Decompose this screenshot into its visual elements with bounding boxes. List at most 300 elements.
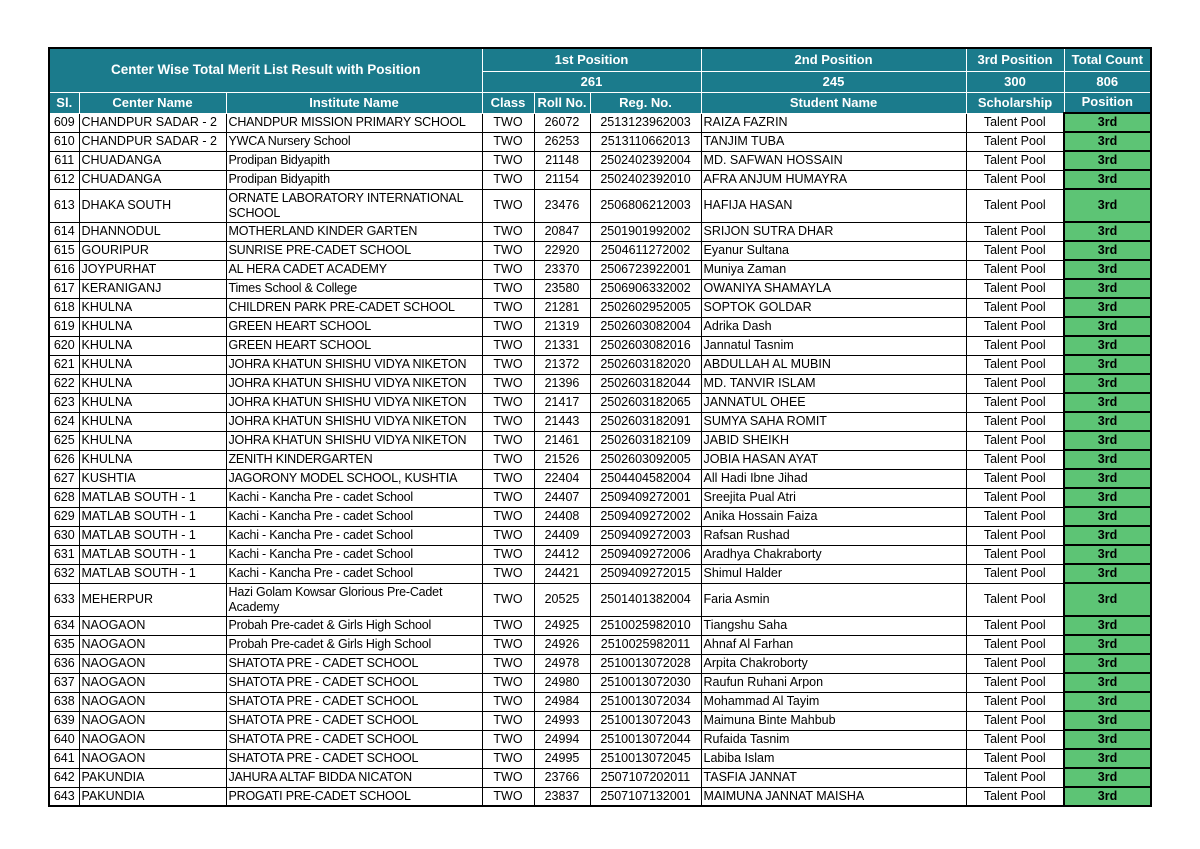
reg-no-cell: 2513110662013 [590,132,701,151]
sl-cell: 635 [49,635,79,654]
class-cell: TWO [482,241,534,260]
reg-no-cell: 2506806212003 [590,189,701,222]
position-cell: 3rd [1064,564,1151,583]
institute-name-cell: JOHRA KHATUN SHISHU VIDYA NIKETON [226,412,482,431]
center-name-cell: KHULNA [79,336,226,355]
reg-no-cell: 2509409272015 [590,564,701,583]
roll-no-cell: 23580 [534,279,590,298]
reg-no-cell: 2502603082004 [590,317,701,336]
table-row [49,317,1151,336]
sl-cell: 641 [49,749,79,768]
center-name-cell: CHUADANGA [79,151,226,170]
roll-no-cell: 21154 [534,170,590,189]
class-cell: TWO [482,583,534,616]
institute-name-cell: SUNRISE PRE-CADET SCHOOL [226,241,482,260]
table-row [49,673,1151,692]
student-name-cell: MD. SAFWAN HOSSAIN [701,151,966,170]
class-cell: TWO [482,189,534,222]
student-name-cell: Anika Hossain Faiza [701,507,966,526]
table-row [49,730,1151,749]
sl-cell: 636 [49,654,79,673]
sl-cell: 628 [49,488,79,507]
position-cell: 3rd [1064,507,1151,526]
scholarship-cell: Talent Pool [966,151,1064,170]
class-cell: TWO [482,654,534,673]
reg-no-cell: 2502402392004 [590,151,701,170]
class-cell: TWO [482,507,534,526]
position-cell: 3rd [1064,768,1151,787]
student-name-cell: MAIMUNA JANNAT MAISHA [701,787,966,806]
table-row [49,692,1151,711]
sl-cell: 629 [49,507,79,526]
student-name-cell: TASFIA JANNAT [701,768,966,787]
reg-no-cell: 2510025982011 [590,635,701,654]
sl-cell: 630 [49,526,79,545]
third-position-header: 3rd Position [966,48,1064,72]
student-name-cell: Muniya Zaman [701,260,966,279]
reg-no-cell: 2510025982010 [590,616,701,635]
sl-cell: 632 [49,564,79,583]
reg-no-cell: 2510013072045 [590,749,701,768]
student-name-cell: OWANIYA SHAMAYLA [701,279,966,298]
table-row [49,507,1151,526]
reg-no-cell: 2502402392010 [590,170,701,189]
institute-name-cell: Kachi - Kancha Pre - cadet School [226,507,482,526]
position-cell: 3rd [1064,317,1151,336]
scholarship-cell: Talent Pool [966,450,1064,469]
table-header [49,48,1151,113]
position-cell: 3rd [1064,654,1151,673]
student-name-cell: Raufun Ruhani Arpon [701,673,966,692]
class-cell: TWO [482,787,534,806]
roll-no-cell: 24925 [534,616,590,635]
student-name-cell: Jannatul Tasnim [701,336,966,355]
institute-name-cell: Kachi - Kancha Pre - cadet School [226,564,482,583]
student-name-cell: Mohammad Al Tayim [701,692,966,711]
roll-no-cell: 24993 [534,711,590,730]
center-name-cell: NAOGAON [79,711,226,730]
reg-no-cell: 2502603182020 [590,355,701,374]
class-cell: TWO [482,545,534,564]
student-name-cell: SUMYA SAHA ROMIT [701,412,966,431]
position-cell: 3rd [1064,616,1151,635]
col-header-sl: Sl. [49,93,79,114]
position-cell: 3rd [1064,450,1151,469]
institute-name-cell: Kachi - Kancha Pre - cadet School [226,526,482,545]
center-name-cell: MATLAB SOUTH - 1 [79,507,226,526]
center-name-cell: MATLAB SOUTH - 1 [79,564,226,583]
page-title: Center Wise Total Merit List Result with Position [49,48,482,93]
merit-table-body [49,113,1151,806]
reg-no-cell: 2506723922001 [590,260,701,279]
roll-no-cell: 21396 [534,374,590,393]
roll-no-cell: 24407 [534,488,590,507]
roll-no-cell: 24421 [534,564,590,583]
center-name-cell: KHULNA [79,412,226,431]
institute-name-cell: ORNATE LABORATORY INTERNATIONAL SCHOOL [226,189,482,222]
roll-no-cell: 21417 [534,393,590,412]
total-count-value: 806 [1064,72,1151,93]
student-name-cell: MD. TANVIR ISLAM [701,374,966,393]
reg-no-cell: 2502603082016 [590,336,701,355]
sl-cell: 633 [49,583,79,616]
student-name-cell: SOPTOK GOLDAR [701,298,966,317]
reg-no-cell: 2513123962003 [590,113,701,132]
sl-cell: 610 [49,132,79,151]
table-row [49,787,1151,806]
student-name-cell: JABID SHEIKH [701,431,966,450]
position-cell: 3rd [1064,545,1151,564]
student-name-cell: Rafsan Rushad [701,526,966,545]
class-cell: TWO [482,692,534,711]
institute-name-cell: PROGATI PRE-CADET SCHOOL [226,787,482,806]
reg-no-cell: 2502603182044 [590,374,701,393]
class-cell: TWO [482,132,534,151]
scholarship-cell: Talent Pool [966,488,1064,507]
sl-cell: 612 [49,170,79,189]
position-cell: 3rd [1064,692,1151,711]
class-cell: TWO [482,393,534,412]
center-name-cell: KHULNA [79,431,226,450]
class-cell: TWO [482,260,534,279]
institute-name-cell: SHATOTA PRE - CADET SCHOOL [226,692,482,711]
student-name-cell: Arpita Chakroborty [701,654,966,673]
scholarship-cell: Talent Pool [966,692,1064,711]
institute-name-cell: ZENITH KINDERGARTEN [226,450,482,469]
institute-name-cell: GREEN HEART SCHOOL [226,336,482,355]
position-cell: 3rd [1064,355,1151,374]
class-cell: TWO [482,336,534,355]
student-name-cell: HAFIJA HASAN [701,189,966,222]
class-cell: TWO [482,151,534,170]
scholarship-cell: Talent Pool [966,673,1064,692]
class-cell: TWO [482,711,534,730]
col-header-class: Class [482,93,534,114]
table-row [49,374,1151,393]
sl-cell: 625 [49,431,79,450]
col-header-position: Position [1064,93,1151,114]
reg-no-cell: 2507107202011 [590,768,701,787]
institute-name-cell: JOHRA KHATUN SHISHU VIDYA NIKETON [226,431,482,450]
scholarship-cell: Talent Pool [966,711,1064,730]
reg-no-cell: 2506906332002 [590,279,701,298]
scholarship-cell: Talent Pool [966,507,1064,526]
center-name-cell: NAOGAON [79,692,226,711]
institute-name-cell: GREEN HEART SCHOOL [226,317,482,336]
institute-name-cell: Kachi - Kancha Pre - cadet School [226,488,482,507]
scholarship-cell: Talent Pool [966,170,1064,189]
sl-cell: 611 [49,151,79,170]
roll-no-cell: 23476 [534,189,590,222]
reg-no-cell: 2509409272006 [590,545,701,564]
center-name-cell: NAOGAON [79,730,226,749]
position-cell: 3rd [1064,711,1151,730]
table-row [49,526,1151,545]
scholarship-cell: Talent Pool [966,393,1064,412]
reg-no-cell: 2504404582004 [590,469,701,488]
reg-no-cell: 2501401382004 [590,583,701,616]
col-header-reg-no: Reg. No. [590,93,701,114]
second-position-count: 245 [701,72,966,93]
col-header-center-name: Center Name [79,93,226,114]
center-name-cell: MATLAB SOUTH - 1 [79,488,226,507]
scholarship-cell: Talent Pool [966,189,1064,222]
institute-name-cell: JOHRA KHATUN SHISHU VIDYA NIKETON [226,355,482,374]
center-name-cell: NAOGAON [79,654,226,673]
position-cell: 3rd [1064,393,1151,412]
student-name-cell: RAIZA FAZRIN [701,113,966,132]
student-name-cell: Maimuna Binte Mahbub [701,711,966,730]
center-name-cell: GOURIPUR [79,241,226,260]
student-name-cell: Labiba Islam [701,749,966,768]
position-cell: 3rd [1064,189,1151,222]
student-name-cell: Sreejita Pual Atri [701,488,966,507]
roll-no-cell: 26253 [534,132,590,151]
scholarship-cell: Talent Pool [966,298,1064,317]
center-name-cell: NAOGAON [79,635,226,654]
reg-no-cell: 2502603092005 [590,450,701,469]
institute-name-cell: Hazi Golam Kowsar Glorious Pre-Cadet Academy [226,583,482,616]
institute-name-cell: Kachi - Kancha Pre - cadet School [226,545,482,564]
position-cell: 3rd [1064,260,1151,279]
roll-no-cell: 24412 [534,545,590,564]
roll-no-cell: 22404 [534,469,590,488]
sl-cell: 622 [49,374,79,393]
class-cell: TWO [482,412,534,431]
center-name-cell: NAOGAON [79,673,226,692]
table-row [49,545,1151,564]
col-header-roll-no: Roll No. [534,93,590,114]
class-cell: TWO [482,450,534,469]
scholarship-cell: Talent Pool [966,279,1064,298]
reg-no-cell: 2507107132001 [590,787,701,806]
class-cell: TWO [482,768,534,787]
student-name-cell: All Hadi Ibne Jihad [701,469,966,488]
scholarship-cell: Talent Pool [966,260,1064,279]
table-row [49,170,1151,189]
scholarship-cell: Talent Pool [966,336,1064,355]
class-cell: TWO [482,673,534,692]
center-name-cell: DHAKA SOUTH [79,189,226,222]
roll-no-cell: 20847 [534,222,590,241]
student-name-cell: AFRA ANJUM HUMAYRA [701,170,966,189]
merit-list-table [48,47,1152,807]
institute-name-cell: Probah Pre-cadet & Girls High School [226,616,482,635]
student-name-cell: Tiangshu Saha [701,616,966,635]
class-cell: TWO [482,374,534,393]
second-position-header: 2nd Position [701,48,966,72]
roll-no-cell: 22920 [534,241,590,260]
student-name-cell: Rufaida Tasnim [701,730,966,749]
table-row [49,355,1151,374]
table-row [49,260,1151,279]
sl-cell: 617 [49,279,79,298]
position-cell: 3rd [1064,431,1151,450]
table-row [49,654,1151,673]
scholarship-cell: Talent Pool [966,654,1064,673]
scholarship-cell: Talent Pool [966,545,1064,564]
table-row [49,431,1151,450]
center-name-cell: KHULNA [79,374,226,393]
sl-cell: 623 [49,393,79,412]
roll-no-cell: 23766 [534,768,590,787]
col-header-student-name: Student Name [701,93,966,114]
sl-cell: 637 [49,673,79,692]
sl-cell: 616 [49,260,79,279]
table-row [49,298,1151,317]
class-cell: TWO [482,564,534,583]
sl-cell: 615 [49,241,79,260]
reg-no-cell: 2510013072028 [590,654,701,673]
table-row [49,222,1151,241]
table-row [49,151,1151,170]
institute-name-cell: SHATOTA PRE - CADET SCHOOL [226,749,482,768]
center-name-cell: NAOGAON [79,749,226,768]
center-name-cell: PAKUNDIA [79,787,226,806]
table-row [49,488,1151,507]
reg-no-cell: 2502602952005 [590,298,701,317]
reg-no-cell: 2502603182109 [590,431,701,450]
class-cell: TWO [482,170,534,189]
institute-name-cell: CHILDREN PARK PRE-CADET SCHOOL [226,298,482,317]
center-name-cell: KHULNA [79,298,226,317]
class-cell: TWO [482,488,534,507]
reg-no-cell: 2509409272003 [590,526,701,545]
roll-no-cell: 23837 [534,787,590,806]
table-row [49,749,1151,768]
center-name-cell: KHULNA [79,317,226,336]
roll-no-cell: 21461 [534,431,590,450]
position-cell: 3rd [1064,113,1151,132]
position-cell: 3rd [1064,412,1151,431]
sl-cell: 621 [49,355,79,374]
scholarship-cell: Talent Pool [966,768,1064,787]
student-name-cell: Adrika Dash [701,317,966,336]
reg-no-cell: 2510013072043 [590,711,701,730]
center-name-cell: CHUADANGA [79,170,226,189]
center-name-cell: CHANDPUR SADAR - 2 [79,132,226,151]
center-name-cell: MEHERPUR [79,583,226,616]
reg-no-cell: 2502603182065 [590,393,701,412]
center-name-cell: DHANNODUL [79,222,226,241]
institute-name-cell: SHATOTA PRE - CADET SCHOOL [226,711,482,730]
roll-no-cell: 21443 [534,412,590,431]
position-cell: 3rd [1064,336,1151,355]
position-cell: 3rd [1064,170,1151,189]
roll-no-cell: 26072 [534,113,590,132]
table-row [49,583,1151,616]
scholarship-cell: Talent Pool [966,222,1064,241]
student-name-cell: JOBIA HASAN AYAT [701,450,966,469]
sl-cell: 640 [49,730,79,749]
table-row [49,711,1151,730]
scholarship-cell: Talent Pool [966,469,1064,488]
roll-no-cell: 21319 [534,317,590,336]
sl-cell: 609 [49,113,79,132]
position-cell: 3rd [1064,279,1151,298]
position-cell: 3rd [1064,673,1151,692]
student-name-cell: Faria Asmin [701,583,966,616]
sl-cell: 638 [49,692,79,711]
scholarship-cell: Talent Pool [966,787,1064,806]
student-name-cell: TANJIM TUBA [701,132,966,151]
reg-no-cell: 2509409272001 [590,488,701,507]
position-cell: 3rd [1064,374,1151,393]
total-count-header: Total Count [1064,48,1151,72]
table-row [49,450,1151,469]
institute-name-cell: SHATOTA PRE - CADET SCHOOL [226,730,482,749]
sl-cell: 620 [49,336,79,355]
table-row [49,635,1151,654]
class-cell: TWO [482,113,534,132]
institute-name-cell: JAHURA ALTAF BIDDA NICATON [226,768,482,787]
scholarship-cell: Talent Pool [966,730,1064,749]
institute-name-cell: Probah Pre-cadet & Girls High School [226,635,482,654]
table-row [49,279,1151,298]
class-cell: TWO [482,635,534,654]
class-cell: TWO [482,431,534,450]
reg-no-cell: 2502603182091 [590,412,701,431]
center-name-cell: KERANIGANJ [79,279,226,298]
position-cell: 3rd [1064,635,1151,654]
roll-no-cell: 23370 [534,260,590,279]
table-row [49,113,1151,132]
roll-no-cell: 20525 [534,583,590,616]
institute-name-cell: CHANDPUR MISSION PRIMARY SCHOOL [226,113,482,132]
institute-name-cell: MOTHERLAND KINDER GARTEN [226,222,482,241]
table-row [49,564,1151,583]
scholarship-cell: Talent Pool [966,355,1064,374]
scholarship-cell: Talent Pool [966,583,1064,616]
table-row [49,412,1151,431]
scholarship-cell: Talent Pool [966,564,1064,583]
sl-cell: 626 [49,450,79,469]
institute-name-cell: JOHRA KHATUN SHISHU VIDYA NIKETON [226,374,482,393]
scholarship-cell: Talent Pool [966,241,1064,260]
table-row [49,189,1151,222]
scholarship-cell: Talent Pool [966,317,1064,336]
sl-cell: 618 [49,298,79,317]
roll-no-cell: 21331 [534,336,590,355]
class-cell: TWO [482,279,534,298]
institute-name-cell: Times School & College [226,279,482,298]
reg-no-cell: 2504611272002 [590,241,701,260]
sl-cell: 614 [49,222,79,241]
student-name-cell: Ahnaf Al Farhan [701,635,966,654]
sl-cell: 631 [49,545,79,564]
reg-no-cell: 2510013072044 [590,730,701,749]
roll-no-cell: 24408 [534,507,590,526]
center-name-cell: CHANDPUR SADAR - 2 [79,113,226,132]
center-name-cell: KUSHTIA [79,469,226,488]
institute-name-cell: SHATOTA PRE - CADET SCHOOL [226,673,482,692]
scholarship-cell: Talent Pool [966,132,1064,151]
roll-no-cell: 24984 [534,692,590,711]
student-name-cell: Shimul Halder [701,564,966,583]
center-name-cell: NAOGAON [79,616,226,635]
table-row [49,393,1151,412]
table-row [49,241,1151,260]
class-cell: TWO [482,526,534,545]
center-name-cell: MATLAB SOUTH - 1 [79,545,226,564]
position-cell: 3rd [1064,749,1151,768]
student-name-cell: ABDULLAH AL MUBIN [701,355,966,374]
reg-no-cell: 2501901992002 [590,222,701,241]
col-header-scholarship: Scholarship [966,93,1064,114]
roll-no-cell: 24926 [534,635,590,654]
class-cell: TWO [482,355,534,374]
center-name-cell: KHULNA [79,355,226,374]
